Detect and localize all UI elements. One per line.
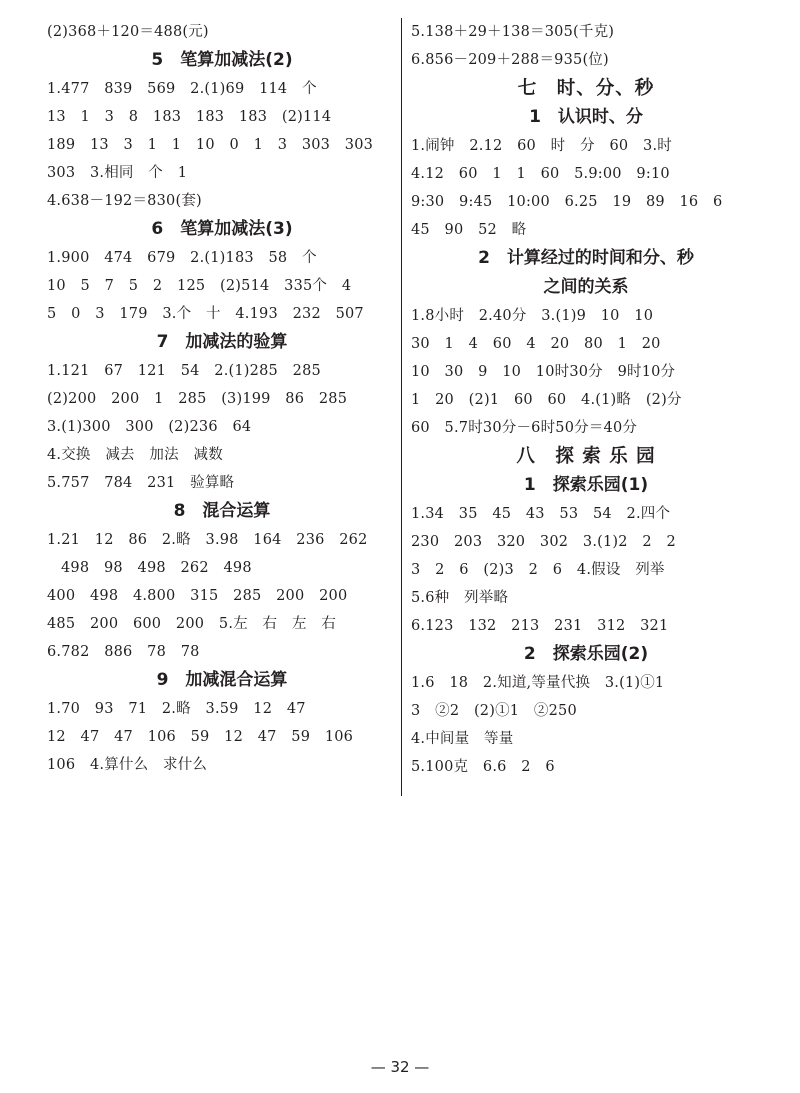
answer-line: 400 498 4.800 315 285 200 200 bbox=[47, 588, 348, 604]
answer-line: 1 20 (2)1 60 60 4.(1)略 (2)分 bbox=[411, 392, 682, 408]
section-heading: 5 笔算加减法(2) bbox=[151, 50, 293, 70]
section-heading: 6 笔算加减法(3) bbox=[151, 219, 293, 239]
answer-line: 1.闹钟 2.12 60 时 分 60 3.时 bbox=[411, 138, 672, 154]
answer-line: 1.70 93 71 2.略 3.59 12 47 bbox=[47, 701, 306, 717]
answer-line: 4.交换 减去 加法 减数 bbox=[47, 447, 223, 463]
answer-line: 1.8小时 2.40分 3.(1)9 10 10 bbox=[411, 308, 654, 324]
answer-line: 230 203 320 302 3.(1)2 2 2 bbox=[411, 534, 676, 550]
section-heading: 8 混合运算 bbox=[173, 501, 271, 521]
answer-line: 498 98 498 262 498 bbox=[61, 560, 252, 576]
section-heading: 2 探索乐园(2) bbox=[523, 644, 649, 664]
section-heading: 7 加减法的验算 bbox=[156, 332, 288, 352]
answer-line: (2)368＋120＝488(元) bbox=[47, 24, 209, 40]
section-heading: 2 计算经过的时间和分、秒 bbox=[478, 248, 694, 268]
page-number: — 32 — bbox=[370, 1058, 430, 1076]
answer-line: 106 4.算什么 求什么 bbox=[47, 757, 208, 773]
column-divider bbox=[401, 18, 402, 796]
answer-line: 1.6 18 2.知道,等量代换 3.(1)①1 bbox=[411, 675, 665, 691]
answer-line: 5.6种 列举略 bbox=[411, 590, 509, 606]
answer-line: 10 5 7 5 2 125 (2)514 335个 4 bbox=[47, 278, 352, 294]
answer-line: 189 13 3 1 1 10 0 1 3 303 303 bbox=[47, 137, 374, 153]
answer-line: 5.757 784 231 验算略 bbox=[47, 475, 235, 491]
answer-line: 6.782 886 78 78 bbox=[47, 644, 200, 660]
answer-line: 13 1 3 8 183 183 183 (2)114 bbox=[47, 109, 332, 125]
answer-line: 9:30 9:45 10:00 6.25 19 89 16 6 bbox=[411, 194, 723, 210]
answer-line: 485 200 600 200 5.左 右 左 右 bbox=[47, 616, 337, 632]
answer-line: 4.12 60 1 1 60 5.9:00 9:10 bbox=[411, 166, 670, 182]
answer-line: 5.100克 6.6 2 6 bbox=[411, 759, 555, 775]
answer-line: 3 2 6 (2)3 2 6 4.假设 列举 bbox=[411, 562, 665, 578]
answer-line: 60 5.7时30分－6时50分＝40分 bbox=[411, 420, 638, 436]
answer-line: 1.21 12 86 2.略 3.98 164 236 262 bbox=[47, 532, 368, 548]
answer-line: 10 30 9 10 10时30分 9时10分 bbox=[411, 364, 676, 380]
right-column bbox=[411, 18, 761, 781]
answer-line: 1.34 35 45 43 53 54 2.四个 bbox=[411, 506, 671, 522]
answer-line: 5.138＋29＋138＝305(千克) bbox=[411, 24, 615, 40]
answer-line: 6.123 132 213 231 312 321 bbox=[411, 618, 669, 634]
left-column bbox=[47, 18, 397, 779]
answer-line: 30 1 4 60 4 20 80 1 20 bbox=[411, 336, 661, 352]
section-heading: 1 认识时、分 bbox=[529, 107, 643, 127]
answer-line: 45 90 52 略 bbox=[411, 222, 527, 238]
answer-line: 5 0 3 179 3.个 十 4.193 232 507 bbox=[47, 306, 364, 322]
answer-line: 1.477 839 569 2.(1)69 114 个 bbox=[47, 81, 317, 97]
section-heading-continued: 之间的关系 bbox=[543, 277, 629, 297]
answer-line: 12 47 47 106 59 12 47 59 106 bbox=[47, 729, 354, 745]
chapter-heading: 七 时、分、秒 bbox=[517, 78, 655, 99]
answer-line: 4.638－192＝830(套) bbox=[47, 193, 202, 209]
section-heading: 9 加减混合运算 bbox=[156, 670, 288, 690]
answer-line: 3 ②2 (2)①1 ②250 bbox=[411, 703, 577, 719]
answer-line: 4.中间量 等量 bbox=[411, 731, 514, 747]
answer-line: 1.900 474 679 2.(1)183 58 个 bbox=[47, 250, 317, 266]
answer-line: 303 3.相同 个 1 bbox=[47, 165, 188, 181]
answer-line: 6.856－209＋288＝935(位) bbox=[411, 52, 609, 68]
answer-line: 3.(1)300 300 (2)236 64 bbox=[47, 419, 252, 435]
section-heading: 1 探索乐园(1) bbox=[523, 475, 649, 495]
chapter-heading: 八 探 索 乐 园 bbox=[516, 446, 656, 467]
answer-line: (2)200 200 1 285 (3)199 86 285 bbox=[47, 391, 348, 407]
answer-line: 1.121 67 121 54 2.(1)285 285 bbox=[47, 363, 321, 379]
